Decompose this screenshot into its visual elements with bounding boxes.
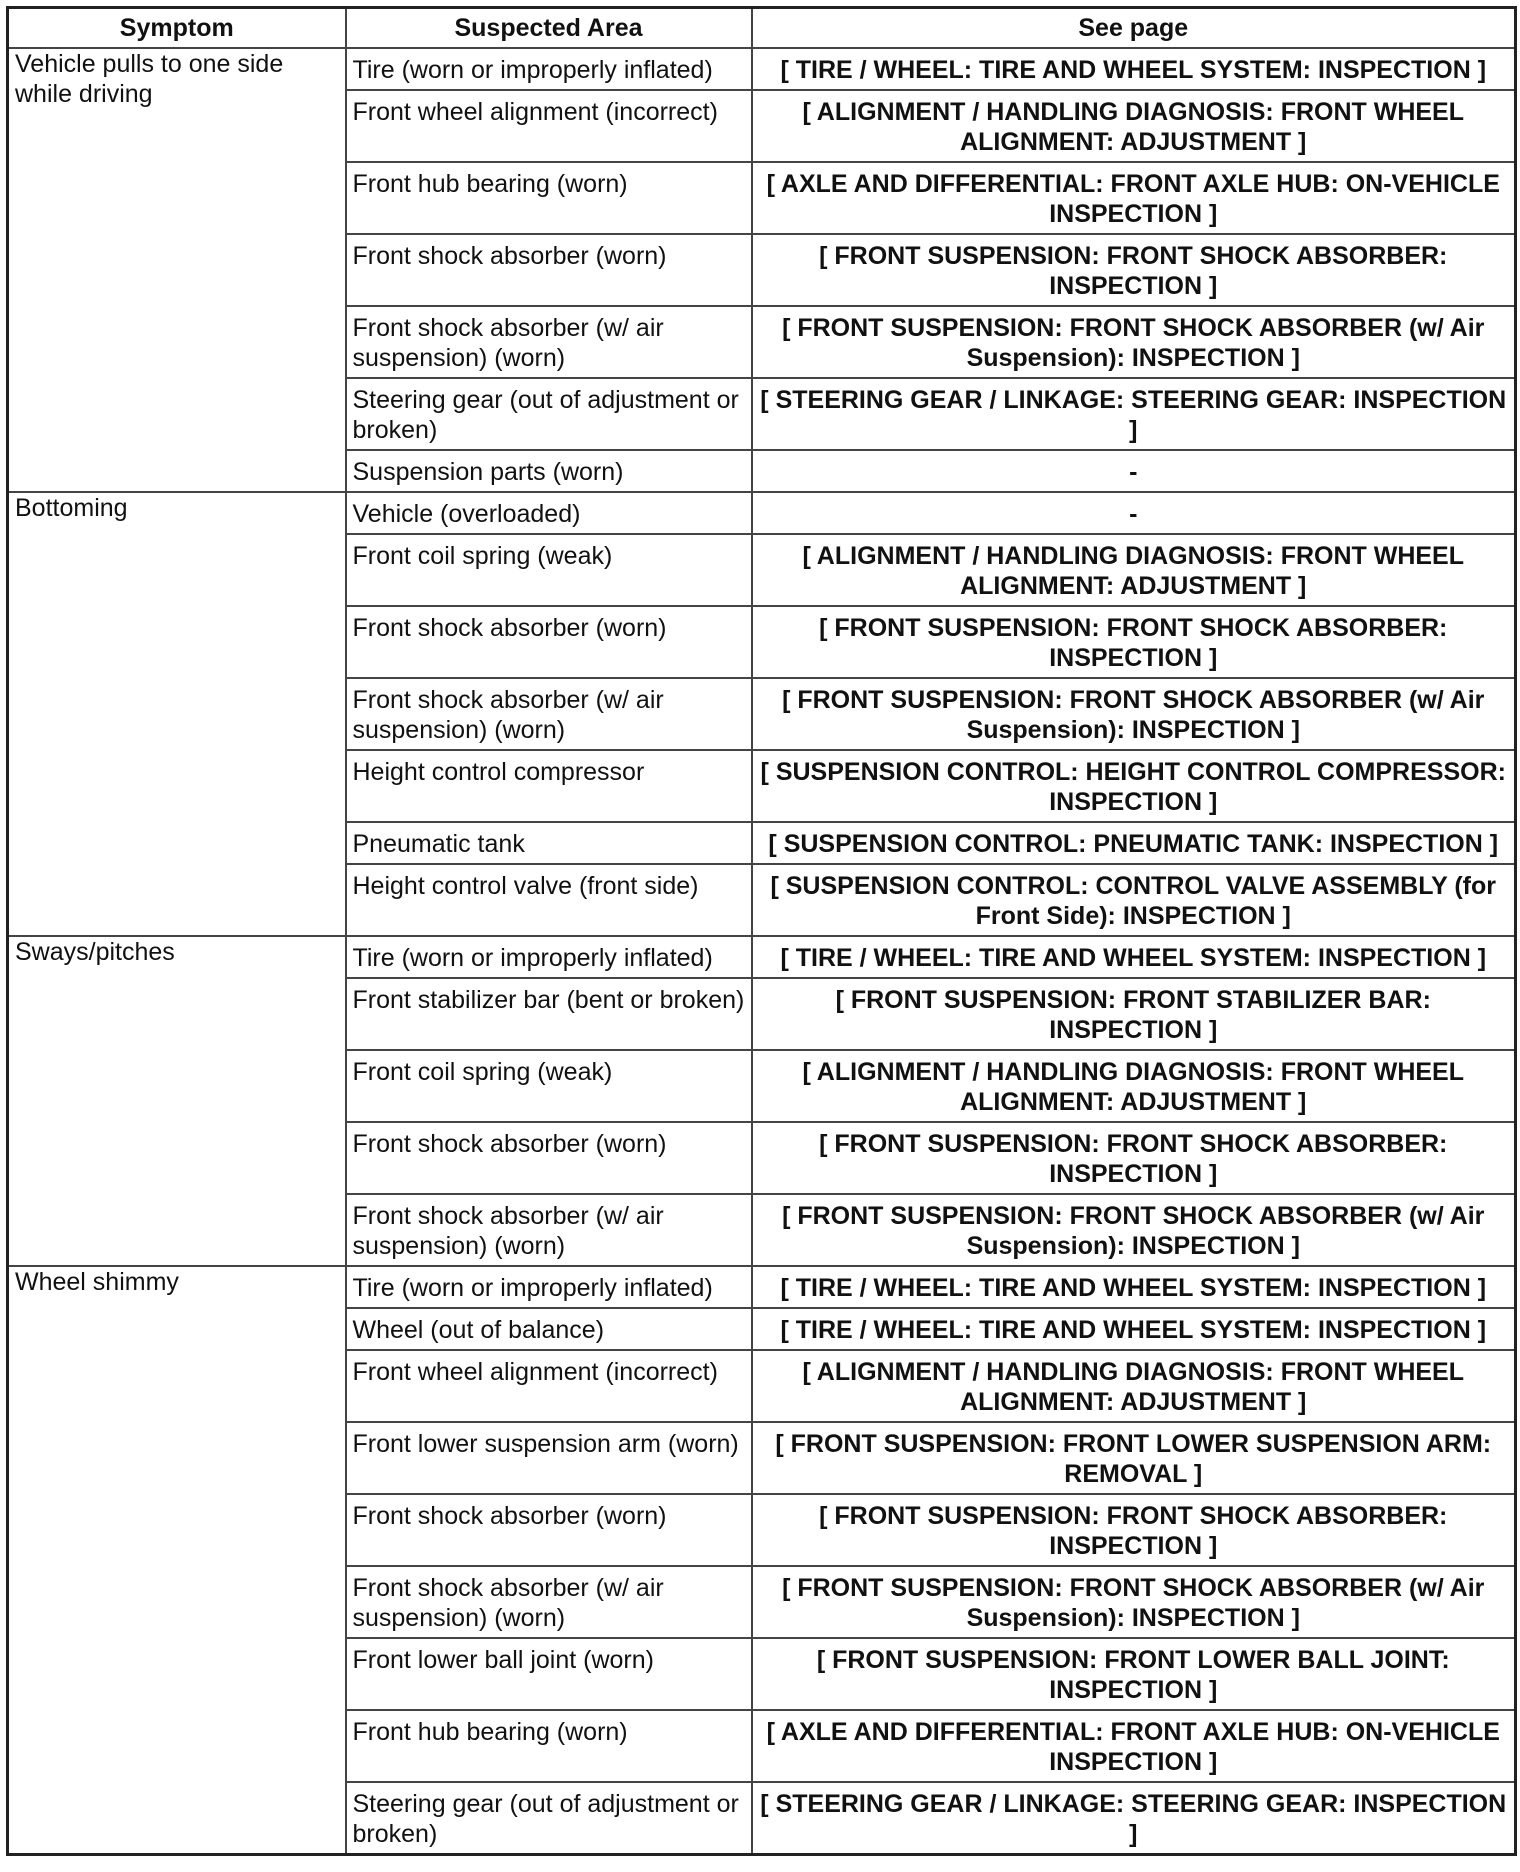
suspected-area-cell: Tire (worn or improperly inflated) <box>346 48 752 90</box>
suspected-area-cell: Suspension parts (worn) <box>346 450 752 492</box>
see-page-reference: [ SUSPENSION CONTROL: CONTROL VALVE ASSEMBLY (for Front Side): INSPECTION ] <box>752 864 1516 936</box>
suspected-area-cell: Front wheel alignment (incorrect) <box>346 90 752 162</box>
suspected-area-cell: Front shock absorber (worn) <box>346 1122 752 1194</box>
suspected-area-cell: Front coil spring (weak) <box>346 534 752 606</box>
symptom-cell: Vehicle pulls to one side while driving <box>8 48 346 492</box>
suspected-area-cell: Steering gear (out of adjustment or broken) <box>346 1782 752 1854</box>
see-page-reference: [ ALIGNMENT / HANDLING DIAGNOSIS: FRONT WHEEL ALIGNMENT: ADJUSTMENT ] <box>752 90 1516 162</box>
see-page-reference: [ AXLE AND DIFFERENTIAL: FRONT AXLE HUB: ON-VEHICLE INSPECTION ] <box>752 162 1516 234</box>
see-page-reference: [ STEERING GEAR / LINKAGE: STEERING GEAR: INSPECTION ] <box>752 378 1516 450</box>
see-page-reference: [ ALIGNMENT / HANDLING DIAGNOSIS: FRONT WHEEL ALIGNMENT: ADJUSTMENT ] <box>752 1350 1516 1422</box>
suspected-area-cell: Tire (worn or improperly inflated) <box>346 1266 752 1308</box>
header-symptom: Symptom <box>8 8 346 49</box>
see-page-reference: [ FRONT SUSPENSION: FRONT SHOCK ABSORBER (w/ Air Suspension): INSPECTION ] <box>752 306 1516 378</box>
see-page-reference: [ FRONT SUSPENSION: FRONT SHOCK ABSORBER: INSPECTION ] <box>752 606 1516 678</box>
header-see-page: See page <box>752 8 1516 49</box>
suspected-area-cell: Front shock absorber (worn) <box>346 606 752 678</box>
table-header-row <box>8 8 1516 49</box>
suspected-area-cell: Front shock absorber (w/ air suspension) (worn) <box>346 1194 752 1266</box>
suspected-area-cell: Tire (worn or improperly inflated) <box>346 936 752 978</box>
see-page-reference: [ ALIGNMENT / HANDLING DIAGNOSIS: FRONT WHEEL ALIGNMENT: ADJUSTMENT ] <box>752 534 1516 606</box>
suspected-area-cell: Height control compressor <box>346 750 752 822</box>
table-row <box>8 1266 1516 1308</box>
suspected-area-cell: Front shock absorber (w/ air suspension) (worn) <box>346 1566 752 1638</box>
symptom-cell: Bottoming <box>8 492 346 936</box>
suspected-area-cell: Front hub bearing (worn) <box>346 162 752 234</box>
suspected-area-cell: Height control valve (front side) <box>346 864 752 936</box>
see-page-reference: [ TIRE / WHEEL: TIRE AND WHEEL SYSTEM: INSPECTION ] <box>752 48 1516 90</box>
see-page-reference: [ FRONT SUSPENSION: FRONT LOWER BALL JOINT: INSPECTION ] <box>752 1638 1516 1710</box>
see-page-reference: [ FRONT SUSPENSION: FRONT SHOCK ABSORBER (w/ Air Suspension): INSPECTION ] <box>752 1566 1516 1638</box>
symptom-cell: Sways/pitches <box>8 936 346 1266</box>
suspected-area-cell: Front stabilizer bar (bent or broken) <box>346 978 752 1050</box>
suspected-area-cell: Front lower suspension arm (worn) <box>346 1422 752 1494</box>
suspected-area-cell: Vehicle (overloaded) <box>346 492 752 534</box>
suspected-area-cell: Steering gear (out of adjustment or broken) <box>346 378 752 450</box>
table-row <box>8 48 1516 90</box>
see-page-reference: [ SUSPENSION CONTROL: PNEUMATIC TANK: INSPECTION ] <box>752 822 1516 864</box>
see-page-reference: [ FRONT SUSPENSION: FRONT LOWER SUSPENSION ARM: REMOVAL ] <box>752 1422 1516 1494</box>
see-page-reference: [ STEERING GEAR / LINKAGE: STEERING GEAR: INSPECTION ] <box>752 1782 1516 1854</box>
table-row <box>8 936 1516 978</box>
suspected-area-cell: Front shock absorber (worn) <box>346 234 752 306</box>
see-page-reference: [ TIRE / WHEEL: TIRE AND WHEEL SYSTEM: INSPECTION ] <box>752 1308 1516 1350</box>
diagnosis-table <box>6 6 1517 1856</box>
suspected-area-cell: Front coil spring (weak) <box>346 1050 752 1122</box>
see-page-reference: [ TIRE / WHEEL: TIRE AND WHEEL SYSTEM: INSPECTION ] <box>752 1266 1516 1308</box>
suspected-area-cell: Front wheel alignment (incorrect) <box>346 1350 752 1422</box>
see-page-reference: [ FRONT SUSPENSION: FRONT STABILIZER BAR: INSPECTION ] <box>752 978 1516 1050</box>
suspected-area-cell: Front shock absorber (w/ air suspension) (worn) <box>346 306 752 378</box>
see-page-reference: [ AXLE AND DIFFERENTIAL: FRONT AXLE HUB: ON-VEHICLE INSPECTION ] <box>752 1710 1516 1782</box>
see-page-reference: [ ALIGNMENT / HANDLING DIAGNOSIS: FRONT WHEEL ALIGNMENT: ADJUSTMENT ] <box>752 1050 1516 1122</box>
suspected-area-cell: Front hub bearing (worn) <box>346 1710 752 1782</box>
suspected-area-cell: Pneumatic tank <box>346 822 752 864</box>
see-page-reference: [ FRONT SUSPENSION: FRONT SHOCK ABSORBER: INSPECTION ] <box>752 234 1516 306</box>
see-page-reference: [ FRONT SUSPENSION: FRONT SHOCK ABSORBER (w/ Air Suspension): INSPECTION ] <box>752 678 1516 750</box>
see-page-reference: - <box>752 492 1516 534</box>
suspected-area-cell: Front shock absorber (w/ air suspension) (worn) <box>346 678 752 750</box>
see-page-reference: [ FRONT SUSPENSION: FRONT SHOCK ABSORBER (w/ Air Suspension): INSPECTION ] <box>752 1194 1516 1266</box>
see-page-reference: [ TIRE / WHEEL: TIRE AND WHEEL SYSTEM: INSPECTION ] <box>752 936 1516 978</box>
see-page-reference: [ FRONT SUSPENSION: FRONT SHOCK ABSORBER: INSPECTION ] <box>752 1122 1516 1194</box>
suspected-area-cell: Front shock absorber (worn) <box>346 1494 752 1566</box>
see-page-reference: [ SUSPENSION CONTROL: HEIGHT CONTROL COMPRESSOR: INSPECTION ] <box>752 750 1516 822</box>
suspected-area-cell: Wheel (out of balance) <box>346 1308 752 1350</box>
see-page-reference: [ FRONT SUSPENSION: FRONT SHOCK ABSORBER: INSPECTION ] <box>752 1494 1516 1566</box>
header-suspected-area: Suspected Area <box>346 8 752 49</box>
table-row <box>8 492 1516 534</box>
table-body <box>8 48 1516 1854</box>
symptom-cell: Wheel shimmy <box>8 1266 346 1854</box>
see-page-reference: - <box>752 450 1516 492</box>
suspected-area-cell: Front lower ball joint (worn) <box>346 1638 752 1710</box>
